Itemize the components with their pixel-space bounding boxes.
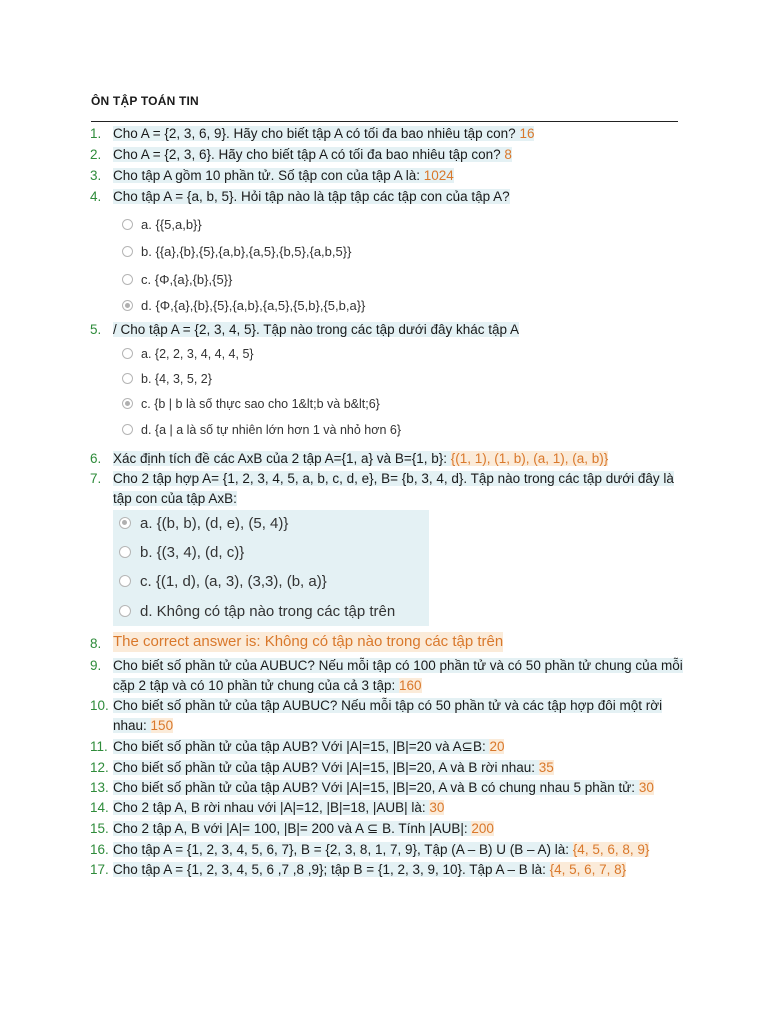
question-number: 8. xyxy=(90,636,102,651)
question-1 xyxy=(90,124,688,144)
radio-selected-icon[interactable] xyxy=(122,398,133,409)
question-text: Cho 2 tập A, B với |A|= 100, |B|= 200 và A ⊆ B. Tính |AUB|: xyxy=(113,821,472,836)
question-text: Cho tập A = {1, 2, 3, 4, 5, 6 ,7 ,8 ,9}; tập B = {1, 2, 3, 9, 10}. Tập A – B là: xyxy=(113,862,550,877)
question-text: Cho tập A = {1, 2, 3, 4, 5, 6, 7}, B = {2, 3, 8, 1, 7, 9}, Tập (A – B) U (B – A) là: xyxy=(113,842,573,857)
question-answer: {4, 5, 6, 7, 8} xyxy=(549,862,627,877)
question-number: 4. xyxy=(90,189,102,204)
q5-option-c[interactable]: c. {b | b là số thực sao cho 1&lt;b và b&lt;6} xyxy=(122,395,380,413)
radio-icon[interactable] xyxy=(122,246,133,257)
question-answer: 160 xyxy=(399,678,422,693)
question-text: Xác định tích đề các AxB của 2 tập A={1, a} và B={1, b}: xyxy=(113,451,451,466)
question-6 xyxy=(90,449,688,469)
question-number: 1. xyxy=(90,126,102,141)
question-4 xyxy=(90,187,688,207)
radio-selected-icon[interactable] xyxy=(119,517,131,529)
question-text: Cho biết số phần tử của tập AUB? Với |A|=15, |B|=20, A và B có chung nhau 5 phần tử: xyxy=(113,780,639,795)
question-number: 3. xyxy=(90,168,102,183)
question-text: / Cho tập A = {2, 3, 4, 5}. Tập nào trong các tập dưới đây khác tập A xyxy=(113,322,520,337)
question-text: Cho biết số phần tử của tập AUBUC? Nếu mỗi tập có 50 phần tử và các tập hợp đôi một rời nhau: xyxy=(113,698,663,733)
question-11 xyxy=(90,737,688,757)
question-text: Cho 2 tập hợp A= {1, 2, 3, 4, 5, a, b, c, d, e}, B= {b, 3, 4, d}. Tập nào trong các tập dưới đây là tập con của tập AxB: xyxy=(113,471,674,506)
question-9 xyxy=(90,656,688,696)
question-5 xyxy=(90,320,688,340)
question-answer: 30 xyxy=(429,800,445,815)
question-number: 7. xyxy=(90,471,102,486)
radio-selected-icon[interactable] xyxy=(122,300,133,311)
question-17 xyxy=(90,860,688,880)
question-answer: {4, 5, 6, 8, 9} xyxy=(572,842,650,857)
question-number: 14. xyxy=(90,800,109,815)
question-text: Cho A = {2, 3, 6, 9}. Hãy cho biết tập A có tối đa bao nhiêu tập con? xyxy=(113,126,520,141)
radio-icon[interactable] xyxy=(122,219,133,230)
question-answer: 200 xyxy=(471,821,494,836)
radio-icon[interactable] xyxy=(119,546,131,558)
question-text: Cho tập A = {a, b, 5}. Hỏi tập nào là tập tập các tập con của tập A? xyxy=(113,189,510,204)
question-answer: 30 xyxy=(638,780,654,795)
question-16 xyxy=(90,840,688,860)
question-text: Cho tập A gồm 10 phần tử. Số tập con của tập A là: xyxy=(113,168,424,183)
question-answer: {(1, 1), (1, b), (a, 1), (a, b)} xyxy=(450,451,609,466)
q5-option-d[interactable]: d. {a | a là số tự nhiên lớn hơn 1 và nhỏ hơn 6} xyxy=(122,421,401,439)
question-number: 16. xyxy=(90,842,109,857)
question-number: 15. xyxy=(90,821,109,836)
q7-option-c[interactable]: c. {(1, d), (a, 3), (3,3), (b, a)} xyxy=(119,572,327,592)
radio-icon[interactable] xyxy=(119,605,131,617)
question-3 xyxy=(90,166,688,186)
question-number: 12. xyxy=(90,760,109,775)
q7-option-b[interactable]: b. {(3, 4), (d, c)} xyxy=(119,543,244,563)
title-divider xyxy=(91,121,678,122)
question-number: 9. xyxy=(90,658,102,673)
question-12 xyxy=(90,758,688,778)
question-text: Cho A = {2, 3, 6}. Hãy cho biết tập A có tối đa bao nhiêu tập con? xyxy=(113,147,505,162)
question-answer: 1024 xyxy=(423,168,454,183)
q7-option-d[interactable]: d. Không có tập nào trong các tập trên xyxy=(119,602,395,622)
question-text: Cho biết số phần tử của tập AUB? Với |A|=15, |B|=20, A và B rời nhau: xyxy=(113,760,539,775)
question-answer: 35 xyxy=(538,760,554,775)
question-13 xyxy=(90,778,688,798)
question-answer: 20 xyxy=(489,739,505,754)
question-number: 11. xyxy=(90,739,108,754)
question-answer: 150 xyxy=(150,718,174,733)
q4-option-c[interactable]: c. {Φ,{a},{b},{5}} xyxy=(122,271,232,289)
document-title: ÔN TẬP TOÁN TIN xyxy=(91,94,199,108)
radio-icon[interactable] xyxy=(122,348,133,359)
radio-icon[interactable] xyxy=(122,424,133,435)
q5-option-b[interactable]: b. {4, 3, 5, 2} xyxy=(122,370,212,388)
q4-option-a[interactable]: a. {{5,a,b}} xyxy=(122,216,202,234)
q7-option-a[interactable]: a. {(b, b), (d, e), (5, 4)} xyxy=(119,514,288,534)
question-answer: 8 xyxy=(504,147,512,162)
question-number: 6. xyxy=(90,451,102,466)
q4-option-b[interactable]: b. {{a},{b},{5},{a,b},{a,5},{b,5},{a,b,5}} xyxy=(122,243,351,261)
question-7 xyxy=(90,469,688,509)
q5-option-a[interactable]: a. {2, 2, 3, 4, 4, 4, 5} xyxy=(122,345,254,363)
question-text: Cho 2 tập A, B rời nhau với |A|=12, |B|=18, |AUB| là: xyxy=(113,800,430,815)
question-15 xyxy=(90,819,688,839)
question-text: Cho biết số phần tử của tập AUB? Với |A|=15, |B|=20 và A⊆B: xyxy=(113,739,490,754)
question-text: Cho biết số phần tử của AUBUC? Nếu mỗi tập có 100 phần tử và có 50 phần tử chung của mỗi cặp 2 tập và có 10 phần tử chung của cả 3 tập: xyxy=(113,658,683,693)
question-number: 17. xyxy=(90,862,109,877)
correct-answer: The correct answer is: Không có tập nào trong các tập trên xyxy=(113,633,504,650)
radio-icon[interactable] xyxy=(122,274,133,285)
question-10 xyxy=(90,696,688,736)
radio-icon[interactable] xyxy=(119,575,131,587)
question-number: 5. xyxy=(90,322,102,337)
question-2 xyxy=(90,145,688,165)
radio-icon[interactable] xyxy=(122,373,133,384)
question-number: 13. xyxy=(90,780,109,795)
question-number: 10. xyxy=(90,698,109,713)
question-14 xyxy=(90,798,688,818)
q4-option-d[interactable]: d. {Φ,{a},{b},{5},{a,b},{a,5},{5,b},{5,b,a}} xyxy=(122,297,365,315)
question-answer: 16 xyxy=(519,126,535,141)
question-number: 2. xyxy=(90,147,102,162)
